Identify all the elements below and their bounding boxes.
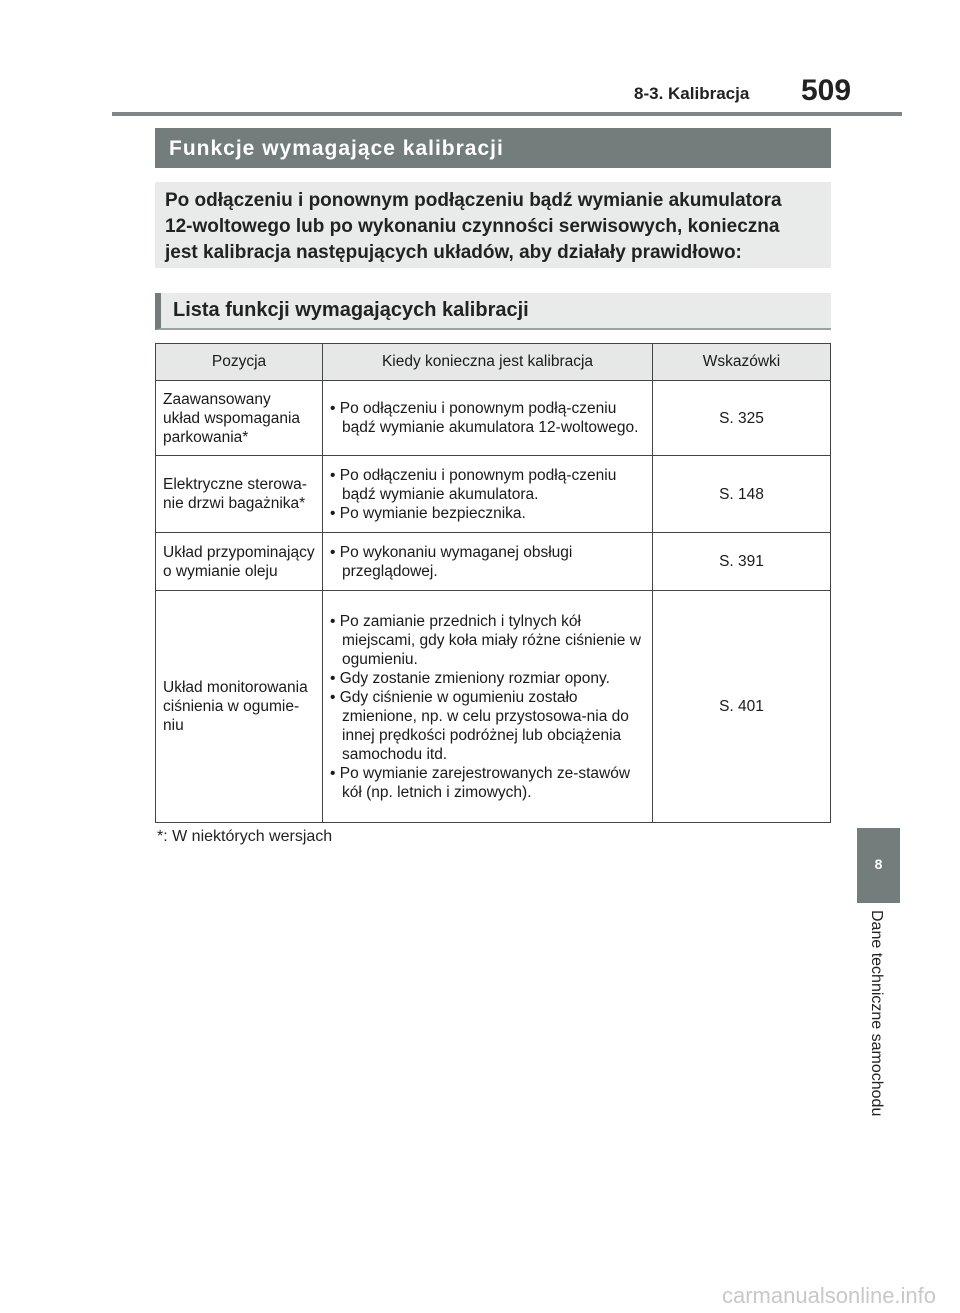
intro-line: Po odłączeniu i ponownym podłączeniu bądź wymianie akumulatora: [165, 190, 782, 211]
condition-cell: [323, 381, 653, 456]
item-cell: [156, 533, 323, 591]
item-line: układ wspomagania: [163, 409, 301, 427]
condition-item: • Po wymianie zarejestrowanych ze-stawów kół (np. letnich i zimowych).: [330, 764, 631, 801]
reference-cell: S. 325: [653, 381, 831, 456]
footnote: *: W niektórych wersjach: [157, 828, 333, 845]
column-header-item: Pozycja: [156, 344, 323, 381]
condition-cell: [323, 533, 653, 591]
chapter-tab: 8: [857, 828, 900, 903]
item-line: Układ monitorowania: [163, 679, 308, 696]
item-cell: [156, 456, 323, 533]
reference-cell: S. 148: [653, 456, 831, 533]
condition-item: • Po odłączeniu i ponownym podłą-czeniu bądź wymianie akumulatora.: [330, 466, 617, 503]
condition-item: • Po zamianie przednich i tylnych kół miejscami, gdy koła miały różne ciśnienie w ogumieniu.: [330, 612, 641, 668]
item-line: parkowania*: [163, 428, 249, 446]
table-row: [156, 533, 831, 591]
page-number: 509: [801, 74, 852, 107]
condition-item: • Gdy ciśnienie w ogumieniu zostało zmienione, np. w celu przystosowa-nia do innej prędkości podróżnej lub obciążenia samochodu itd.: [330, 688, 629, 763]
intro-line: jest kalibracja następujących układów, aby działały prawidłowo:: [165, 242, 742, 263]
condition-item: • Po wykonaniu wymaganej obsługi przeglądowej.: [330, 543, 573, 580]
condition-item: • Po wymianie bezpiecznika.: [330, 504, 526, 522]
table-header-row: [156, 344, 831, 381]
item-cell: [156, 591, 323, 823]
item-line: o wymianie oleju: [163, 562, 278, 580]
calibration-table: [155, 343, 831, 823]
header-divider: [112, 112, 902, 116]
condition-item: • Gdy zostanie zmieniony rozmiar opony.: [330, 669, 610, 687]
condition-item: • Po odłączeniu i ponownym podłą-czeniu bądź wymianie akumulatora 12-woltowego.: [330, 400, 639, 436]
column-header-when: Kiedy konieczna jest kalibracja: [323, 344, 653, 381]
watermark: carmanualsonline.info: [722, 1283, 937, 1308]
table-row: [156, 381, 831, 456]
intro-box: [155, 182, 831, 268]
column-header-reference: Wskazówki: [653, 344, 831, 381]
item-line: Zaawansowany: [163, 390, 271, 408]
table-row: [156, 591, 831, 823]
item-line: Elektryczne sterowa-: [163, 476, 307, 493]
item-cell: [156, 381, 323, 456]
chapter-label: Dane techniczne samochodu: [868, 910, 885, 1117]
item-line: Układ przypominający: [163, 543, 315, 561]
intro-line: 12-woltowego lub po wykonaniu czynności serwisowych, konieczna: [165, 216, 780, 237]
item-line: niu: [163, 717, 184, 734]
header-section-title: 8-3. Kalibracja: [634, 84, 750, 103]
item-line: ciśnienia w ogumie-: [163, 698, 300, 715]
table-row: [156, 456, 831, 533]
condition-cell: [323, 591, 653, 823]
condition-cell: [323, 456, 653, 533]
reference-cell: S. 391: [653, 533, 831, 591]
subsection-title: Lista funkcji wymagających kalibracji: [155, 293, 831, 330]
section-title: Funkcje wymagające kalibracji: [155, 128, 831, 168]
reference-cell: S. 401: [653, 591, 831, 823]
item-line: nie drzwi bagażnika*: [163, 495, 306, 512]
